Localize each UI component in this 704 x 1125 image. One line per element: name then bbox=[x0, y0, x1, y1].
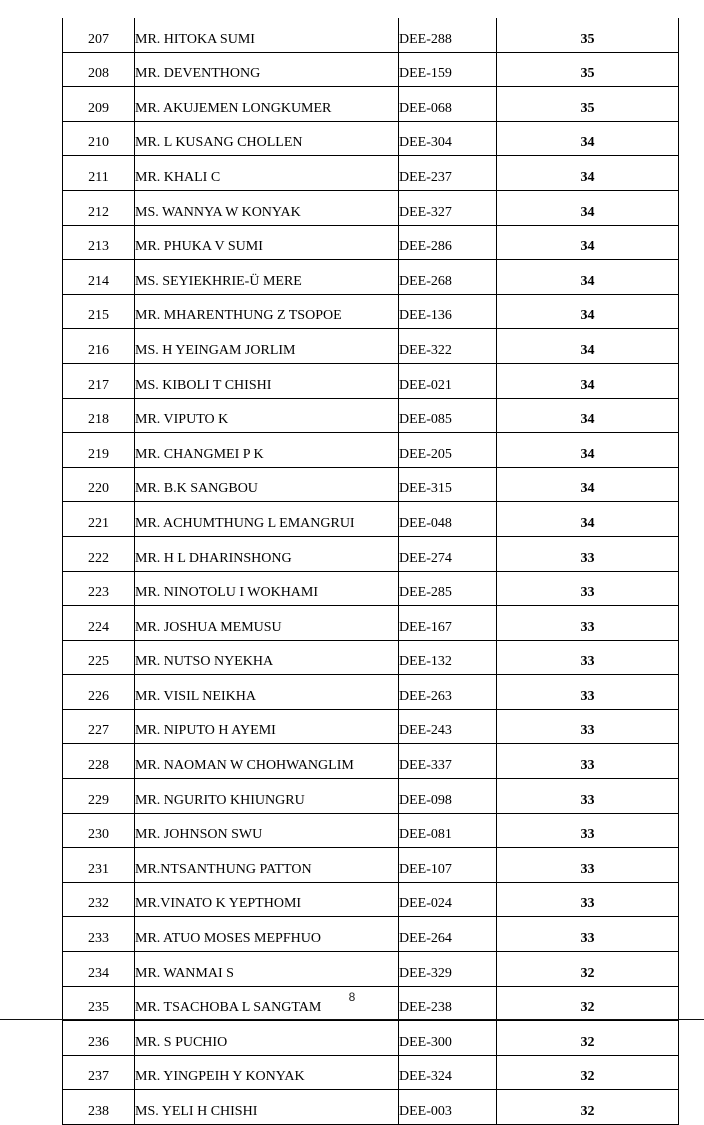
candidate-name-cell: MR. NINOTOLU I WOKHAMI bbox=[135, 571, 399, 606]
roll-number-cell: DEE-274 bbox=[399, 536, 497, 571]
roll-number-cell: DEE-327 bbox=[399, 190, 497, 225]
roll-number-cell: DEE-003 bbox=[399, 1090, 497, 1125]
marks-cell: 34 bbox=[497, 502, 679, 537]
candidate-name-cell: MR. NAOMAN W CHOHWANGLIM bbox=[135, 744, 399, 779]
serial-number-cell: 236 bbox=[63, 1021, 135, 1056]
serial-number-cell: 234 bbox=[63, 952, 135, 987]
roll-number-cell: DEE-098 bbox=[399, 779, 497, 814]
candidate-name-cell: MR. YINGPEIH Y KONYAK bbox=[135, 1055, 399, 1090]
roll-number-cell: DEE-324 bbox=[399, 1055, 497, 1090]
marks-cell: 34 bbox=[497, 225, 679, 260]
marks-cell: 33 bbox=[497, 675, 679, 710]
table-row bbox=[63, 848, 679, 883]
roll-number-cell: DEE-081 bbox=[399, 813, 497, 848]
candidate-name-cell: MS. KIBOLI T CHISHI bbox=[135, 363, 399, 398]
roll-number-cell: DEE-288 bbox=[399, 18, 497, 52]
candidate-name-cell: MR. VIPUTO K bbox=[135, 398, 399, 433]
serial-number-cell: 229 bbox=[63, 779, 135, 814]
marks-cell: 33 bbox=[497, 571, 679, 606]
marks-cell: 34 bbox=[497, 329, 679, 364]
marks-cell: 33 bbox=[497, 779, 679, 814]
serial-number-cell: 217 bbox=[63, 363, 135, 398]
table-row bbox=[63, 87, 679, 122]
table-row bbox=[63, 1021, 679, 1056]
results-table-body bbox=[63, 18, 679, 1125]
table-row bbox=[63, 433, 679, 468]
serial-number-cell: 231 bbox=[63, 848, 135, 883]
serial-number-cell: 212 bbox=[63, 190, 135, 225]
table-row bbox=[63, 398, 679, 433]
marks-cell: 33 bbox=[497, 640, 679, 675]
table-row bbox=[63, 571, 679, 606]
table-row bbox=[63, 502, 679, 537]
candidate-name-cell: MR. CHANGMEI P K bbox=[135, 433, 399, 468]
candidate-name-cell: MR. PHUKA V SUMI bbox=[135, 225, 399, 260]
roll-number-cell: DEE-136 bbox=[399, 294, 497, 329]
candidate-name-cell: MR. WANMAI S bbox=[135, 952, 399, 987]
marks-cell: 33 bbox=[497, 917, 679, 952]
serial-number-cell: 211 bbox=[63, 156, 135, 191]
marks-cell: 34 bbox=[497, 121, 679, 156]
table-row bbox=[63, 1055, 679, 1090]
table-row bbox=[63, 190, 679, 225]
marks-cell: 34 bbox=[497, 190, 679, 225]
candidate-name-cell: MR. B.K SANGBOU bbox=[135, 467, 399, 502]
table-row bbox=[63, 813, 679, 848]
roll-number-cell: DEE-286 bbox=[399, 225, 497, 260]
candidate-name-cell: MR. JOHNSON SWU bbox=[135, 813, 399, 848]
serial-number-cell: 237 bbox=[63, 1055, 135, 1090]
table-row bbox=[63, 260, 679, 295]
serial-number-cell: 215 bbox=[63, 294, 135, 329]
results-table bbox=[62, 18, 679, 1125]
roll-number-cell: DEE-237 bbox=[399, 156, 497, 191]
roll-number-cell: DEE-068 bbox=[399, 87, 497, 122]
marks-cell: 33 bbox=[497, 606, 679, 641]
candidate-name-cell: MR. NIPUTO H AYEMI bbox=[135, 709, 399, 744]
serial-number-cell: 232 bbox=[63, 882, 135, 917]
table-row bbox=[63, 225, 679, 260]
roll-number-cell: DEE-300 bbox=[399, 1021, 497, 1056]
roll-number-cell: DEE-264 bbox=[399, 917, 497, 952]
marks-cell: 33 bbox=[497, 848, 679, 883]
marks-cell: 34 bbox=[497, 467, 679, 502]
table-row bbox=[63, 363, 679, 398]
candidate-name-cell: MR. AKUJEMEN LONGKUMER bbox=[135, 87, 399, 122]
serial-number-cell: 216 bbox=[63, 329, 135, 364]
table-row bbox=[63, 952, 679, 987]
candidate-name-cell: MR. NUTSO NYEKHA bbox=[135, 640, 399, 675]
candidate-name-cell: MR. VISIL NEIKHA bbox=[135, 675, 399, 710]
serial-number-cell: 213 bbox=[63, 225, 135, 260]
serial-number-cell: 220 bbox=[63, 467, 135, 502]
marks-cell: 32 bbox=[497, 986, 679, 1021]
table-row bbox=[63, 294, 679, 329]
serial-number-cell: 221 bbox=[63, 502, 135, 537]
serial-number-cell: 235 bbox=[63, 986, 135, 1021]
marks-cell: 34 bbox=[497, 363, 679, 398]
roll-number-cell: DEE-268 bbox=[399, 260, 497, 295]
marks-cell: 35 bbox=[497, 18, 679, 52]
candidate-name-cell: MS. SEYIEKHRIE-Ü MERE bbox=[135, 260, 399, 295]
candidate-name-cell: MS. YELI H CHISHI bbox=[135, 1090, 399, 1125]
table-row bbox=[63, 18, 679, 52]
serial-number-cell: 223 bbox=[63, 571, 135, 606]
roll-number-cell: DEE-132 bbox=[399, 640, 497, 675]
roll-number-cell: DEE-085 bbox=[399, 398, 497, 433]
roll-number-cell: DEE-048 bbox=[399, 502, 497, 537]
table-row bbox=[63, 52, 679, 87]
table-row bbox=[63, 121, 679, 156]
marks-cell: 33 bbox=[497, 813, 679, 848]
roll-number-cell: DEE-315 bbox=[399, 467, 497, 502]
serial-number-cell: 225 bbox=[63, 640, 135, 675]
table-row bbox=[63, 536, 679, 571]
serial-number-cell: 218 bbox=[63, 398, 135, 433]
marks-cell: 33 bbox=[497, 882, 679, 917]
table-row bbox=[63, 329, 679, 364]
roll-number-cell: DEE-329 bbox=[399, 952, 497, 987]
serial-number-cell: 207 bbox=[63, 18, 135, 52]
table-row bbox=[63, 675, 679, 710]
roll-number-cell: DEE-205 bbox=[399, 433, 497, 468]
page-number: 8 bbox=[348, 990, 356, 1004]
candidate-name-cell: MS. H YEINGAM JORLIM bbox=[135, 329, 399, 364]
candidate-name-cell: MR. JOSHUA MEMUSU bbox=[135, 606, 399, 641]
marks-cell: 33 bbox=[497, 709, 679, 744]
marks-cell: 35 bbox=[497, 52, 679, 87]
candidate-name-cell: MR. TSACHOBA L SANGTAM bbox=[135, 986, 399, 1021]
serial-number-cell: 228 bbox=[63, 744, 135, 779]
roll-number-cell: DEE-285 bbox=[399, 571, 497, 606]
roll-number-cell: DEE-024 bbox=[399, 882, 497, 917]
roll-number-cell: DEE-304 bbox=[399, 121, 497, 156]
candidate-name-cell: MR. S PUCHIO bbox=[135, 1021, 399, 1056]
roll-number-cell: DEE-243 bbox=[399, 709, 497, 744]
marks-cell: 32 bbox=[497, 952, 679, 987]
roll-number-cell: DEE-159 bbox=[399, 52, 497, 87]
table-row bbox=[63, 467, 679, 502]
candidate-name-cell: MR. HITOKA SUMI bbox=[135, 18, 399, 52]
candidate-name-cell: MR. H L DHARINSHONG bbox=[135, 536, 399, 571]
serial-number-cell: 210 bbox=[63, 121, 135, 156]
table-row bbox=[63, 606, 679, 641]
table-row bbox=[63, 744, 679, 779]
candidate-name-cell: MR. ACHUMTHUNG L EMANGRUI bbox=[135, 502, 399, 537]
serial-number-cell: 233 bbox=[63, 917, 135, 952]
table-row bbox=[63, 882, 679, 917]
marks-cell: 34 bbox=[497, 433, 679, 468]
marks-cell: 33 bbox=[497, 744, 679, 779]
table-row bbox=[63, 1090, 679, 1125]
roll-number-cell: DEE-167 bbox=[399, 606, 497, 641]
candidate-name-cell: MS. WANNYA W KONYAK bbox=[135, 190, 399, 225]
table-row bbox=[63, 640, 679, 675]
marks-cell: 32 bbox=[497, 1090, 679, 1125]
candidate-name-cell: MR. KHALI C bbox=[135, 156, 399, 191]
serial-number-cell: 238 bbox=[63, 1090, 135, 1125]
table-row bbox=[63, 709, 679, 744]
marks-cell: 32 bbox=[497, 1055, 679, 1090]
table-row bbox=[63, 779, 679, 814]
serial-number-cell: 230 bbox=[63, 813, 135, 848]
serial-number-cell: 227 bbox=[63, 709, 135, 744]
candidate-name-cell: MR. MHARENTHUNG Z TSOPOE bbox=[135, 294, 399, 329]
serial-number-cell: 226 bbox=[63, 675, 135, 710]
roll-number-cell: DEE-322 bbox=[399, 329, 497, 364]
candidate-name-cell: MR. DEVENTHONG bbox=[135, 52, 399, 87]
roll-number-cell: DEE-021 bbox=[399, 363, 497, 398]
marks-cell: 34 bbox=[497, 398, 679, 433]
roll-number-cell: DEE-337 bbox=[399, 744, 497, 779]
table-row bbox=[63, 917, 679, 952]
serial-number-cell: 214 bbox=[63, 260, 135, 295]
serial-number-cell: 209 bbox=[63, 87, 135, 122]
candidate-name-cell: MR. ATUO MOSES MEPFHUO bbox=[135, 917, 399, 952]
serial-number-cell: 208 bbox=[63, 52, 135, 87]
marks-cell: 32 bbox=[497, 1021, 679, 1056]
roll-number-cell: DEE-238 bbox=[399, 986, 497, 1021]
serial-number-cell: 224 bbox=[63, 606, 135, 641]
marks-cell: 35 bbox=[497, 87, 679, 122]
marks-cell: 34 bbox=[497, 156, 679, 191]
candidate-name-cell: MR.NTSANTHUNG PATTON bbox=[135, 848, 399, 883]
roll-number-cell: DEE-263 bbox=[399, 675, 497, 710]
roll-number-cell: DEE-107 bbox=[399, 848, 497, 883]
marks-cell: 34 bbox=[497, 294, 679, 329]
serial-number-cell: 219 bbox=[63, 433, 135, 468]
serial-number-cell: 222 bbox=[63, 536, 135, 571]
candidate-name-cell: MR.VINATO K YEPTHOMI bbox=[135, 882, 399, 917]
marks-cell: 34 bbox=[497, 260, 679, 295]
candidate-name-cell: MR. NGURITO KHIUNGRU bbox=[135, 779, 399, 814]
marks-cell: 33 bbox=[497, 536, 679, 571]
candidate-name-cell: MR. L KUSANG CHOLLEN bbox=[135, 121, 399, 156]
bottom-divider bbox=[0, 1019, 704, 1020]
table-row bbox=[63, 156, 679, 191]
